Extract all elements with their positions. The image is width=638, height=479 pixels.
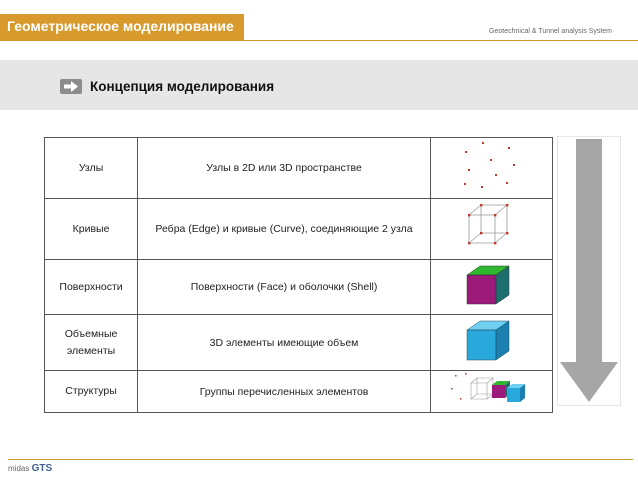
element-description-cell: Группы перечисленных элементов [138, 371, 431, 413]
system-name: Geotechnical & Tunnel analysis System [489, 28, 612, 35]
element-type-cell: Поверхности [45, 260, 138, 315]
wireframe-cube-illustration [435, 199, 548, 256]
surface-illustration-cell [430, 260, 552, 315]
colored-face-cube-illustration [435, 260, 548, 311]
footer-divider [8, 459, 633, 460]
solid-cube-illustration [435, 315, 548, 367]
logo-name: GTS [31, 463, 53, 474]
table-row [45, 199, 553, 260]
header-title: Геометрическое моделирование [0, 14, 244, 40]
element-type-cell: Узлы [45, 138, 138, 199]
combined-structure-illustration [435, 371, 548, 409]
element-description-cell: Ребра (Edge) и кривые (Curve), соединяющие 2 узла [138, 199, 431, 260]
table-row [45, 315, 553, 371]
solid-illustration-cell [430, 315, 552, 371]
element-type-cell: Структуры [45, 371, 138, 413]
element-description-cell: Узлы в 2D или 3D пространстве [138, 138, 431, 199]
element-type-cell: Кривые [45, 199, 138, 260]
modeling-concept-table [44, 137, 553, 413]
header-bar [0, 0, 638, 41]
right-arrow-icon [60, 79, 82, 94]
wireframe-illustration-cell [430, 199, 552, 260]
table-row [45, 260, 553, 315]
nodes-illustration [435, 138, 548, 195]
midas-gts-logo [8, 463, 52, 474]
element-description-cell: 3D элементы имеющие объем [138, 315, 431, 371]
down-arrow-icon [557, 136, 621, 406]
concept-title: Концепция моделирования [90, 79, 275, 94]
element-type-cell: Объемные элементы [45, 315, 138, 371]
nodes-illustration-cell [430, 138, 552, 199]
header-divider [0, 40, 638, 41]
logo-prefix: midas [8, 464, 30, 473]
table-row [45, 371, 553, 413]
structure-illustration-cell [430, 371, 552, 413]
table-row [45, 138, 553, 199]
element-description-cell: Поверхности (Face) и оболочки (Shell) [138, 260, 431, 315]
